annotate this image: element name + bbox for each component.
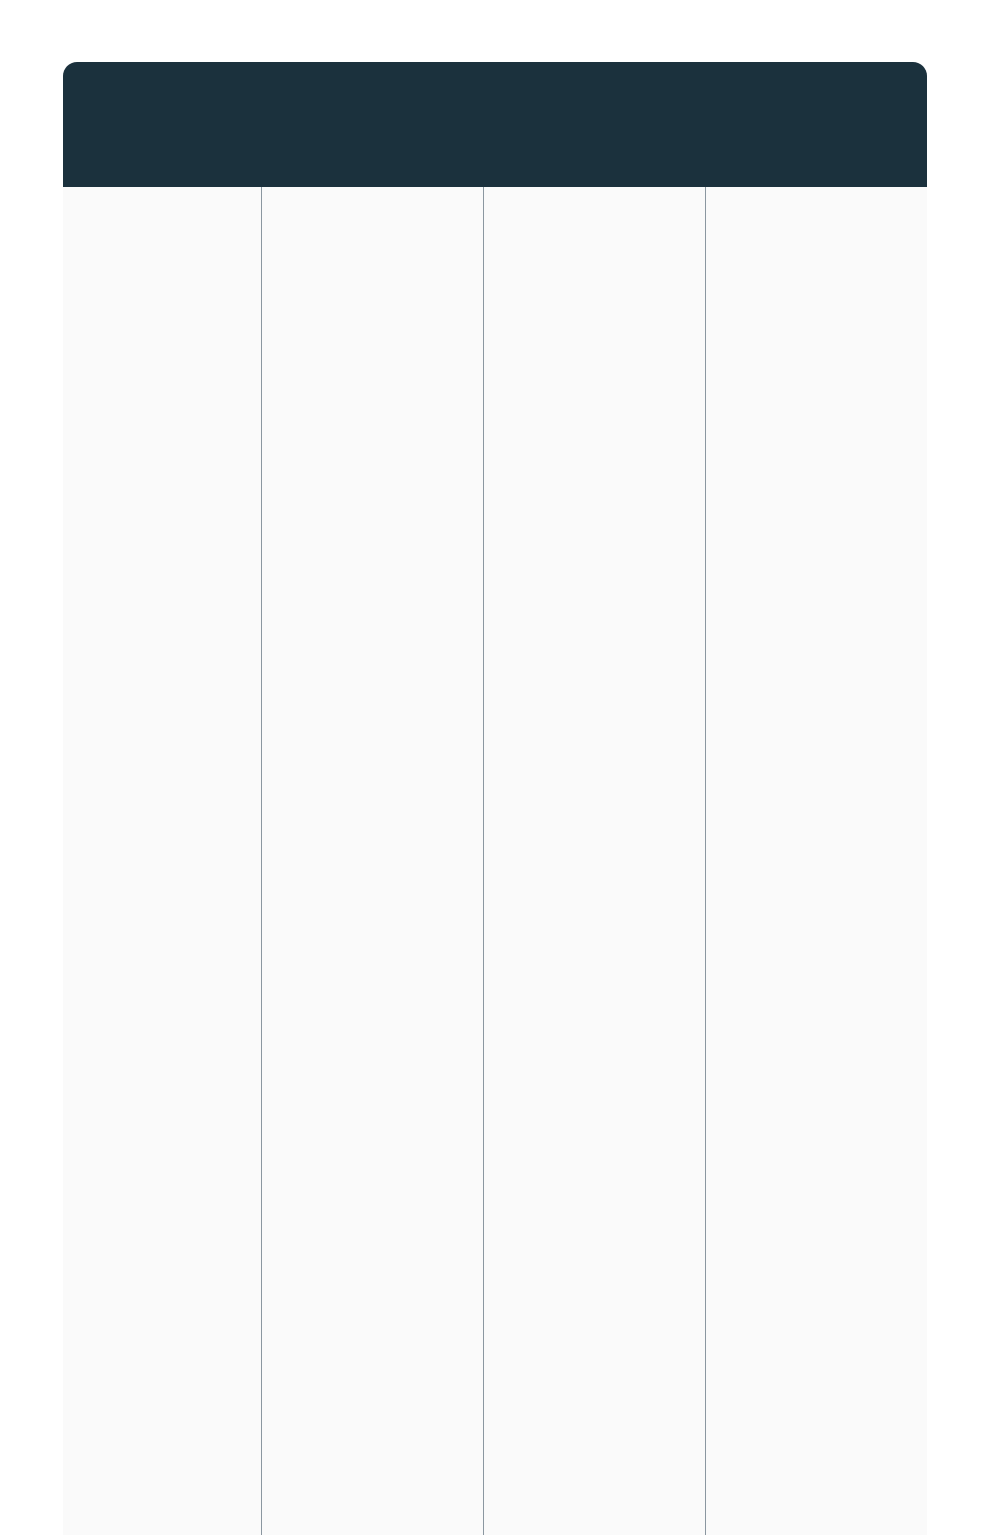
column-divider: [705, 187, 706, 1535]
header-function-cell: [63, 187, 261, 287]
header-model-cell: [705, 187, 927, 287]
title-banner: [63, 62, 927, 187]
column-divider: [483, 187, 484, 1535]
header-model-cell: [261, 187, 483, 287]
header-model-cell: [483, 187, 705, 287]
header-row: [63, 187, 927, 287]
spec-sheet: [63, 62, 927, 1535]
column-divider: [261, 187, 262, 1535]
